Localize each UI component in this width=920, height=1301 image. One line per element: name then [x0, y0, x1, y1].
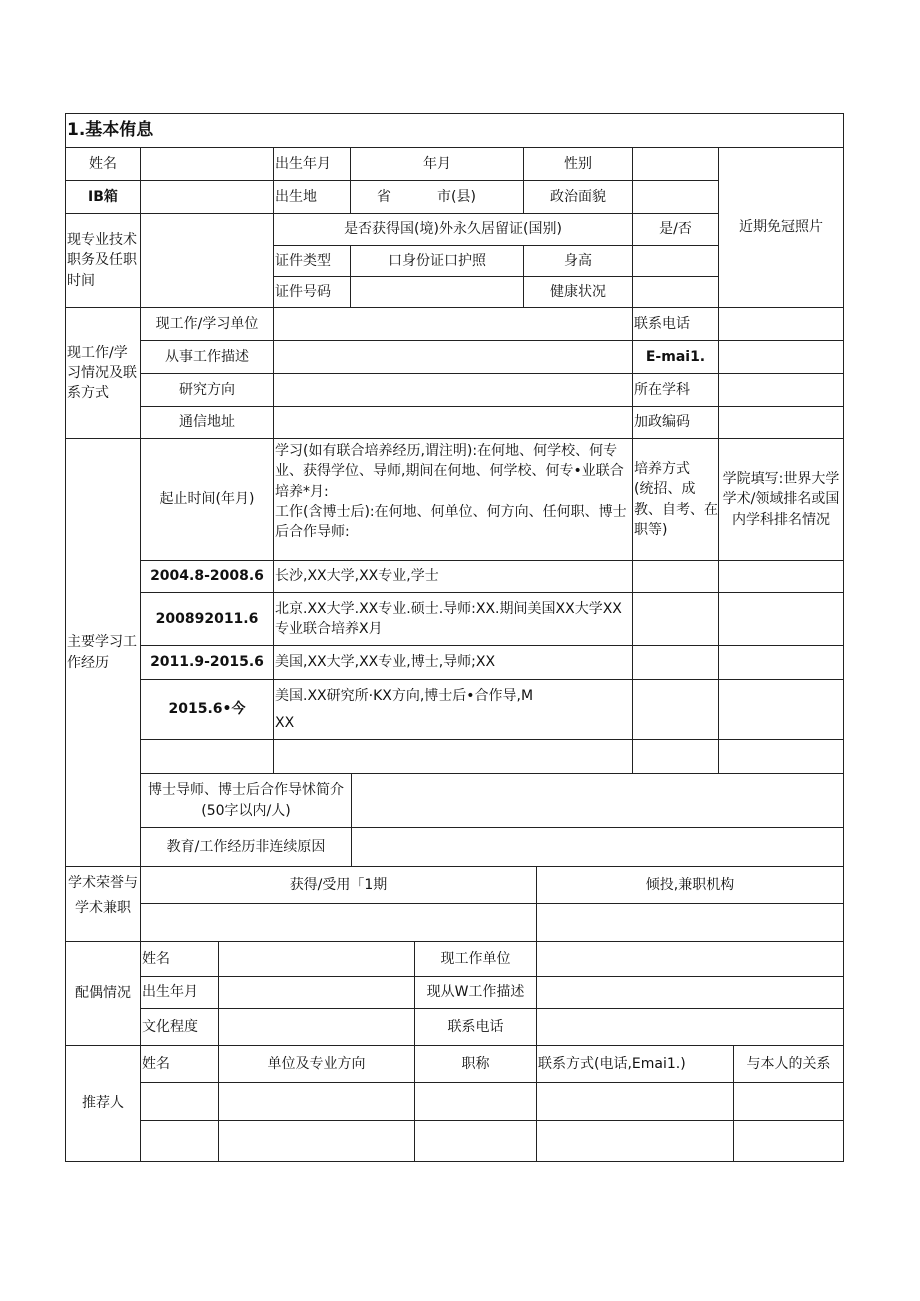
experience-row-4-desc: 美国.XX研究所·KX方向,博士后•合作导,M XX	[274, 680, 633, 740]
address-field[interactable]	[274, 407, 633, 439]
referee-header-relation: 与本人的关系	[734, 1046, 843, 1083]
advisor-intro-field[interactable]	[352, 774, 843, 828]
referee-2-unit[interactable]	[219, 1121, 415, 1161]
description-header: 学习(如有联合培养经历,谓注明):在何地、何学校、何专业、获得学位、导师,期间在何地、何学校、何专•业联合培养*月: 工作(含博士后):在何地、何单位、何方向、任何职、博士后合作导师:	[274, 439, 633, 561]
health-field[interactable]	[633, 277, 719, 308]
spouse-birth-date-label: 出生年月	[141, 977, 219, 1009]
training-mode-header: 培养方式 (统招、成教、自考、在职等)	[633, 439, 719, 561]
referee-header-unit: 单位及专业方向	[219, 1046, 415, 1083]
spouse-job-desc-field[interactable]	[537, 977, 843, 1009]
research-direction-label: 研究方向	[141, 374, 274, 407]
discipline-field[interactable]	[719, 374, 843, 407]
photo-area[interactable]: 近期免冠照片	[719, 148, 843, 308]
work-unit-label: 现工作/学习单位	[141, 308, 274, 341]
spouse-name-label: 姓名	[141, 942, 219, 977]
contact-section-label: 现工作/学习情况及联系方式	[66, 308, 141, 439]
title-duration-label: 现专业技术职务及任职时间	[66, 214, 141, 308]
id-type-label: 证件类型	[274, 246, 351, 277]
experience-row-5-desc[interactable]	[274, 740, 633, 774]
job-desc-label: 从事工作描述	[141, 341, 274, 374]
id-number-field[interactable]	[351, 277, 524, 308]
experience-row-4-mode[interactable]	[633, 680, 719, 740]
referee-1-contact[interactable]	[537, 1083, 734, 1121]
experience-section-label: 主要学习工作经历	[66, 439, 141, 867]
spouse-work-unit-field[interactable]	[537, 942, 843, 977]
gap-reason-field[interactable]	[352, 828, 843, 867]
phone-label: 联系电话	[633, 308, 719, 341]
name-label: 姓名	[66, 148, 141, 181]
referee-2-contact[interactable]	[537, 1121, 734, 1161]
experience-row-1-period: 2004.8-2008.6	[141, 561, 274, 593]
foreign-residency-label: 是否获得国(境)外永久居留证(国别)	[274, 214, 633, 246]
awards-field[interactable]	[141, 904, 537, 942]
spouse-name-field[interactable]	[219, 942, 415, 977]
email-field[interactable]	[719, 341, 843, 374]
height-label: 身高	[524, 246, 633, 277]
title-duration-field[interactable]	[141, 214, 274, 308]
experience-row-4-period: 2015.6•今	[141, 680, 274, 740]
province-label: 省	[377, 188, 391, 205]
section-title: 1.基本侑息	[66, 114, 843, 148]
experience-row-2-mode[interactable]	[633, 593, 719, 646]
foreign-residency-choice[interactable]: 是/否	[633, 214, 719, 246]
referee-header-contact: 联系方式(电话,Emai1.)	[537, 1046, 734, 1083]
experience-row-3-ranking[interactable]	[719, 646, 843, 680]
research-direction-field[interactable]	[274, 374, 633, 407]
birthplace-label: 出生地	[274, 181, 351, 214]
referee-2-name[interactable]	[141, 1121, 219, 1161]
birth-date-field[interactable]: 年月	[351, 148, 524, 181]
experience-row-2-desc: 北京.XX大学.XX专业.硕士.导师:XX.期间美国XX大学XX专业联合培养X月	[274, 593, 633, 646]
gender-label: 性别	[524, 148, 633, 181]
referees-section-label: 推荐人	[66, 1046, 141, 1161]
experience-row-2-ranking[interactable]	[719, 593, 843, 646]
positions-header: 倾投,兼职机构	[537, 867, 843, 904]
postal-code-field[interactable]	[719, 407, 843, 439]
experience-row-3-period: 2011.9-2015.6	[141, 646, 274, 680]
experience-row-1-mode[interactable]	[633, 561, 719, 593]
experience-row-4-ranking[interactable]	[719, 680, 843, 740]
political-status-label: 政治面貌	[524, 181, 633, 214]
spouse-birth-date-field[interactable]	[219, 977, 415, 1009]
ranking-header: 学院填写:世界大学学术/领域排名或国内学科排名情况	[719, 439, 843, 561]
spouse-section-label: 配偶情况	[66, 942, 141, 1046]
spouse-phone-field[interactable]	[537, 1009, 843, 1046]
referee-2-title[interactable]	[415, 1121, 537, 1161]
referee-header-name: 姓名	[141, 1046, 219, 1083]
experience-row-2-period: 200892011.6	[141, 593, 274, 646]
health-label: 健康状况	[524, 277, 633, 308]
awards-header: 获得/受用「1期	[141, 867, 537, 904]
experience-row-5-ranking[interactable]	[719, 740, 843, 774]
name-field[interactable]	[141, 148, 274, 181]
native-place-label: IB箱	[66, 181, 141, 214]
referee-1-title[interactable]	[415, 1083, 537, 1121]
job-desc-field[interactable]	[274, 341, 633, 374]
spouse-phone-label: 联系电话	[415, 1009, 537, 1046]
application-form	[65, 113, 844, 1162]
honors-section-label: 学术荣誉与学术兼职	[66, 867, 141, 942]
spouse-education-label: 文化程度	[141, 1009, 219, 1046]
referee-1-unit[interactable]	[219, 1083, 415, 1121]
native-place-field[interactable]	[141, 181, 274, 214]
advisor-intro-label: 博士导师、博士后合作导怵简介 (50字以内/人)	[141, 774, 352, 828]
experience-row-3-mode[interactable]	[633, 646, 719, 680]
height-field[interactable]	[633, 246, 719, 277]
experience-row-1-desc: 长沙,XX大学,XX专业,学士	[274, 561, 633, 593]
id-number-label: 证件号码	[274, 277, 351, 308]
referee-1-name[interactable]	[141, 1083, 219, 1121]
experience-row-5-period[interactable]	[141, 740, 274, 774]
positions-field[interactable]	[537, 904, 843, 942]
city-county-label: 市(县)	[437, 188, 476, 205]
spouse-job-desc-label: 现从W工作描述	[415, 977, 537, 1009]
period-header: 起止时间(年月)	[141, 439, 274, 561]
discipline-label: 所在学科	[633, 374, 719, 407]
work-unit-field[interactable]	[274, 308, 633, 341]
political-status-field[interactable]	[633, 181, 719, 214]
experience-row-1-ranking[interactable]	[719, 561, 843, 593]
gap-reason-label: 教育/工作经历非连续原因	[141, 828, 352, 867]
referee-1-relation[interactable]	[734, 1083, 843, 1121]
experience-row-5-mode[interactable]	[633, 740, 719, 774]
email-label: E-mai1.	[633, 341, 719, 374]
birth-date-label: 出生年月	[274, 148, 351, 181]
spouse-education-field[interactable]	[219, 1009, 415, 1046]
spouse-work-unit-label: 现工作单位	[415, 942, 537, 977]
id-type-options[interactable]: 口身份证口护照	[351, 246, 524, 277]
address-label: 通信地址	[141, 407, 274, 439]
referee-header-title: 职称	[415, 1046, 537, 1083]
gender-field[interactable]	[633, 148, 719, 181]
experience-row-3-desc: 美国,XX大学,XX专业,博士,导师;XX	[274, 646, 633, 680]
referee-2-relation[interactable]	[734, 1121, 843, 1161]
postal-code-label: 加政编码	[633, 407, 719, 439]
phone-field[interactable]	[719, 308, 843, 341]
birthplace-field[interactable]	[351, 181, 524, 214]
